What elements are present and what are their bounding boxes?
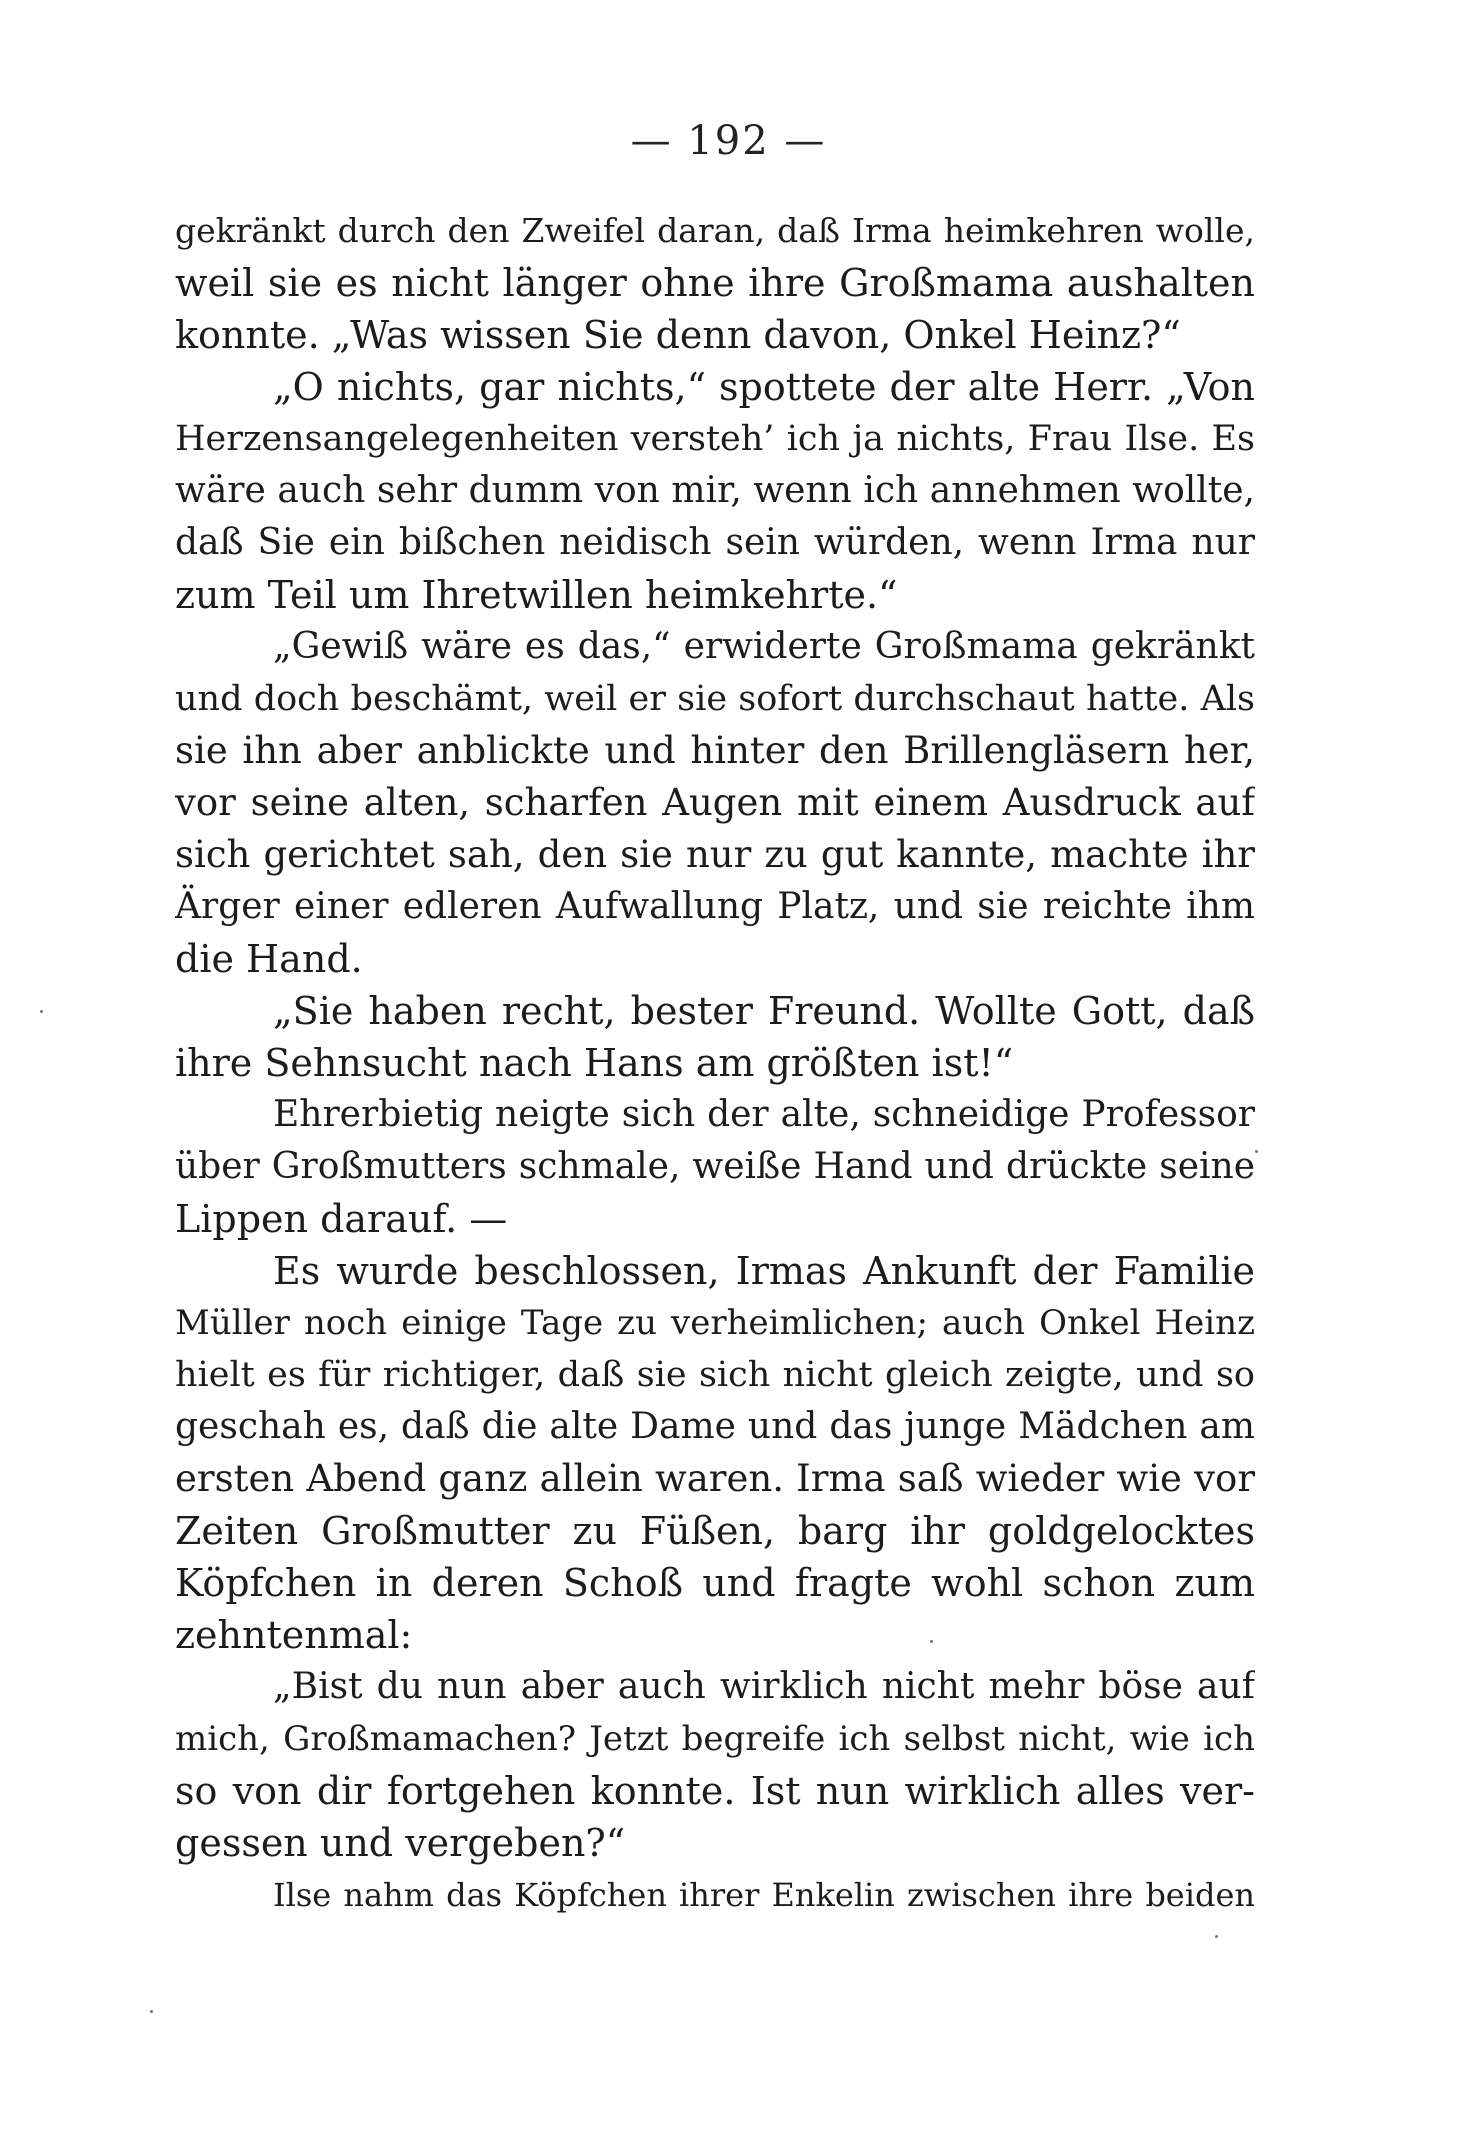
text-line: Müller noch einige Tage zu verheimlichen; auch Onkel Heinz — [175, 1303, 1255, 1343]
paper-speck — [1215, 1935, 1218, 1938]
text-line: Ehrerbietig neigte sich der alte, schneidige Professor — [273, 1094, 1255, 1135]
text-line: Zeiten Großmutter zu Füßen, barg ihr goldgelocktes — [175, 1509, 1255, 1553]
text-line: gessen und vergeben?“ — [175, 1821, 626, 1865]
text-line: „Sie haben recht, bester Freund. Wollte Gott, daß — [273, 989, 1255, 1033]
text-line: „Bist du nun aber auch wirklich nicht mehr böse auf — [273, 1666, 1255, 1707]
text-line: wäre auch sehr dumm von mir, wenn ich annehmen wollte, — [175, 470, 1255, 511]
text-line: die Hand. — [175, 937, 363, 981]
text-line: weil sie es nicht länger ohne ihre Großmama aushalten — [175, 261, 1255, 305]
page-number: — 192 — — [630, 118, 827, 164]
text-line: hielt es für richtiger, daß sie sich nicht gleich zeigte, und so — [175, 1355, 1255, 1395]
text-line: Ilse nahm das Köpfchen ihrer Enkelin zwischen ihre beiden — [273, 1876, 1255, 1914]
text-line: Herzensangelegenheiten versteh’ ich ja nichts, Frau Ilse. Es — [175, 419, 1255, 459]
text-line: zehntenmal: — [175, 1613, 413, 1657]
text-line: ihre Sehnsucht nach Hans am größten ist!“ — [175, 1041, 1014, 1085]
text-line: daß Sie ein bißchen neidisch sein würden, wenn Irma nur — [175, 522, 1255, 563]
text-line: sie ihn aber anblickte und hinter den Brillengläsern her, — [175, 729, 1255, 772]
text-line: zum Teil um Ihretwillen heimkehrte.“ — [175, 573, 898, 617]
text-line: mich, Großmamachen? Jetzt begreife ich selbst nicht, wie ich — [175, 1719, 1255, 1759]
text-line: über Großmutters schmale, weiße Hand und drückte seine — [175, 1146, 1255, 1187]
text-line: Es wurde beschlossen, Irmas Ankunft der Familie — [273, 1249, 1255, 1293]
text-line: vor seine alten, scharfen Augen mit einem Ausdruck auf — [175, 781, 1255, 824]
text-line: Ärger einer edleren Aufwallung Platz, und sie reichte ihm — [175, 886, 1255, 927]
text-line: sich gerichtet sah, den sie nur zu gut kannte, machte ihr — [175, 833, 1255, 876]
text-line: ersten Abend ganz allein waren. Irma saß wieder wie vor — [175, 1457, 1255, 1500]
paper-speck — [150, 2010, 153, 2013]
text-line: gekränkt durch den Zweifel daran, daß Irma heimkehren wolle, — [175, 211, 1255, 250]
paper-speck — [40, 1010, 43, 1013]
text-line: „Gewiß wäre es das,“ erwiderte Großmama gekränkt — [273, 626, 1255, 667]
paper-speck — [930, 1640, 933, 1643]
paper-speck — [1255, 1150, 1258, 1153]
text-line: Köpfchen in deren Schoß und fragte wohl schon zum — [175, 1561, 1255, 1605]
text-line: konnte. „Was wissen Sie denn davon, Onkel Heinz?“ — [175, 313, 1181, 357]
body-text — [175, 205, 1255, 1921]
text-line: und doch beschämt, weil er sie sofort durchschaut hatte. Als — [175, 679, 1255, 719]
text-line: so von dir fortgehen konnte. Ist nun wirklich alles ver- — [175, 1769, 1255, 1813]
text-line: Lippen darauf. — — [175, 1197, 508, 1241]
text-line: „O nichts, gar nichts,“ spottete der alte Herr. „Von — [273, 365, 1255, 409]
text-line: geschah es, daß die alte Dame und das junge Mädchen am — [175, 1406, 1255, 1447]
